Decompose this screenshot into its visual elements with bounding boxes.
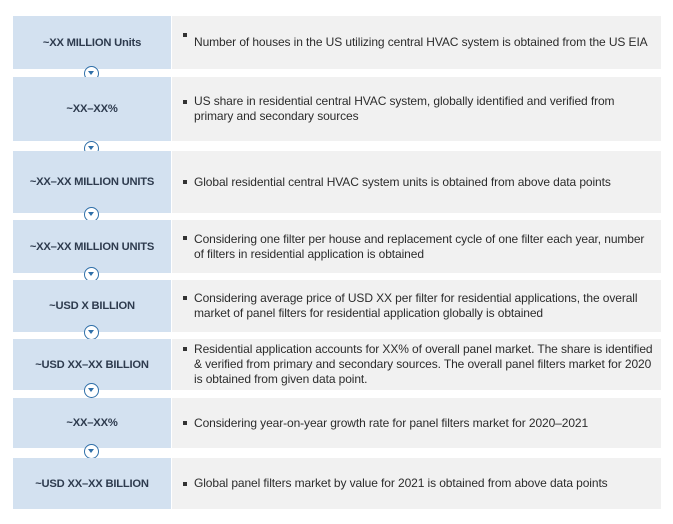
step-description-1: Number of houses in the US utilizing central HVAC system is obtained from the US EIA (194, 35, 648, 49)
step-description-6: Residential application accounts for XX% of overall panel market. The share is identified & verified from primary and secondary sources. The overall panel filters market for 2020 is obtained from given data point. (194, 342, 653, 386)
step-description-box-2 (172, 77, 661, 141)
step-value-3: ~XX–XX MILLION UNITS (13, 151, 171, 213)
step-description-box-3 (172, 151, 661, 213)
step-row-8 (13, 458, 661, 509)
step-row-5 (13, 280, 661, 332)
step-description-4: Considering one filter per house and replacement cycle of one filter each year, number of filters in residential application is obtained (194, 231, 645, 261)
step-description-2: US share in residential central HVAC system, globally identified and verified from primary and secondary sources (194, 94, 615, 123)
step-description-3: Global residential central HVAC system units is obtained from above data points (194, 174, 611, 189)
bullet-icon (183, 296, 187, 300)
step-description-5: Considering average price of USD XX per filter for residential applications, the overall market of panel filters for residential application globally is obtained (194, 291, 638, 320)
step-value-1: ~XX MILLION Units (13, 16, 171, 69)
step-value-2: ~XX–XX% (13, 77, 171, 141)
step-value-7: ~XX–XX% (13, 398, 171, 448)
step-value-6: ~USD XX–XX BILLION (13, 339, 171, 390)
bullet-icon (183, 421, 187, 425)
step-description-8: Global panel filters market by value for 2021 is obtained from above data points (194, 476, 608, 490)
step-value-4: ~XX–XX MILLION UNITS (13, 220, 171, 273)
step-description-7: Considering year-on-year growth rate for panel filters market for 2020–2021 (194, 415, 589, 430)
step-row-1 (13, 16, 661, 69)
chevron-down-circle-icon (84, 383, 99, 398)
step-description-box-4 (172, 220, 661, 273)
step-description-box-7 (172, 398, 661, 448)
step-row-6 (13, 339, 661, 390)
chevron-down-circle-icon (84, 325, 99, 340)
step-row-7 (13, 398, 661, 448)
bullet-icon (183, 100, 187, 104)
bullet-icon (183, 347, 187, 351)
bullet-icon (183, 236, 187, 240)
step-description-box-8 (172, 458, 661, 509)
step-row-3 (13, 151, 661, 213)
step-description-box-5 (172, 280, 661, 332)
chevron-down-circle-icon (84, 444, 99, 459)
step-value-5: ~USD X BILLION (13, 280, 171, 332)
bullet-icon (183, 33, 187, 37)
step-description-box-1 (172, 16, 661, 69)
step-description-box-6 (172, 339, 661, 390)
bullet-icon (183, 180, 187, 184)
step-value-8: ~USD XX–XX BILLION (13, 458, 171, 509)
step-row-4 (13, 220, 661, 273)
bullet-icon (183, 482, 187, 486)
step-row-2 (13, 77, 661, 141)
